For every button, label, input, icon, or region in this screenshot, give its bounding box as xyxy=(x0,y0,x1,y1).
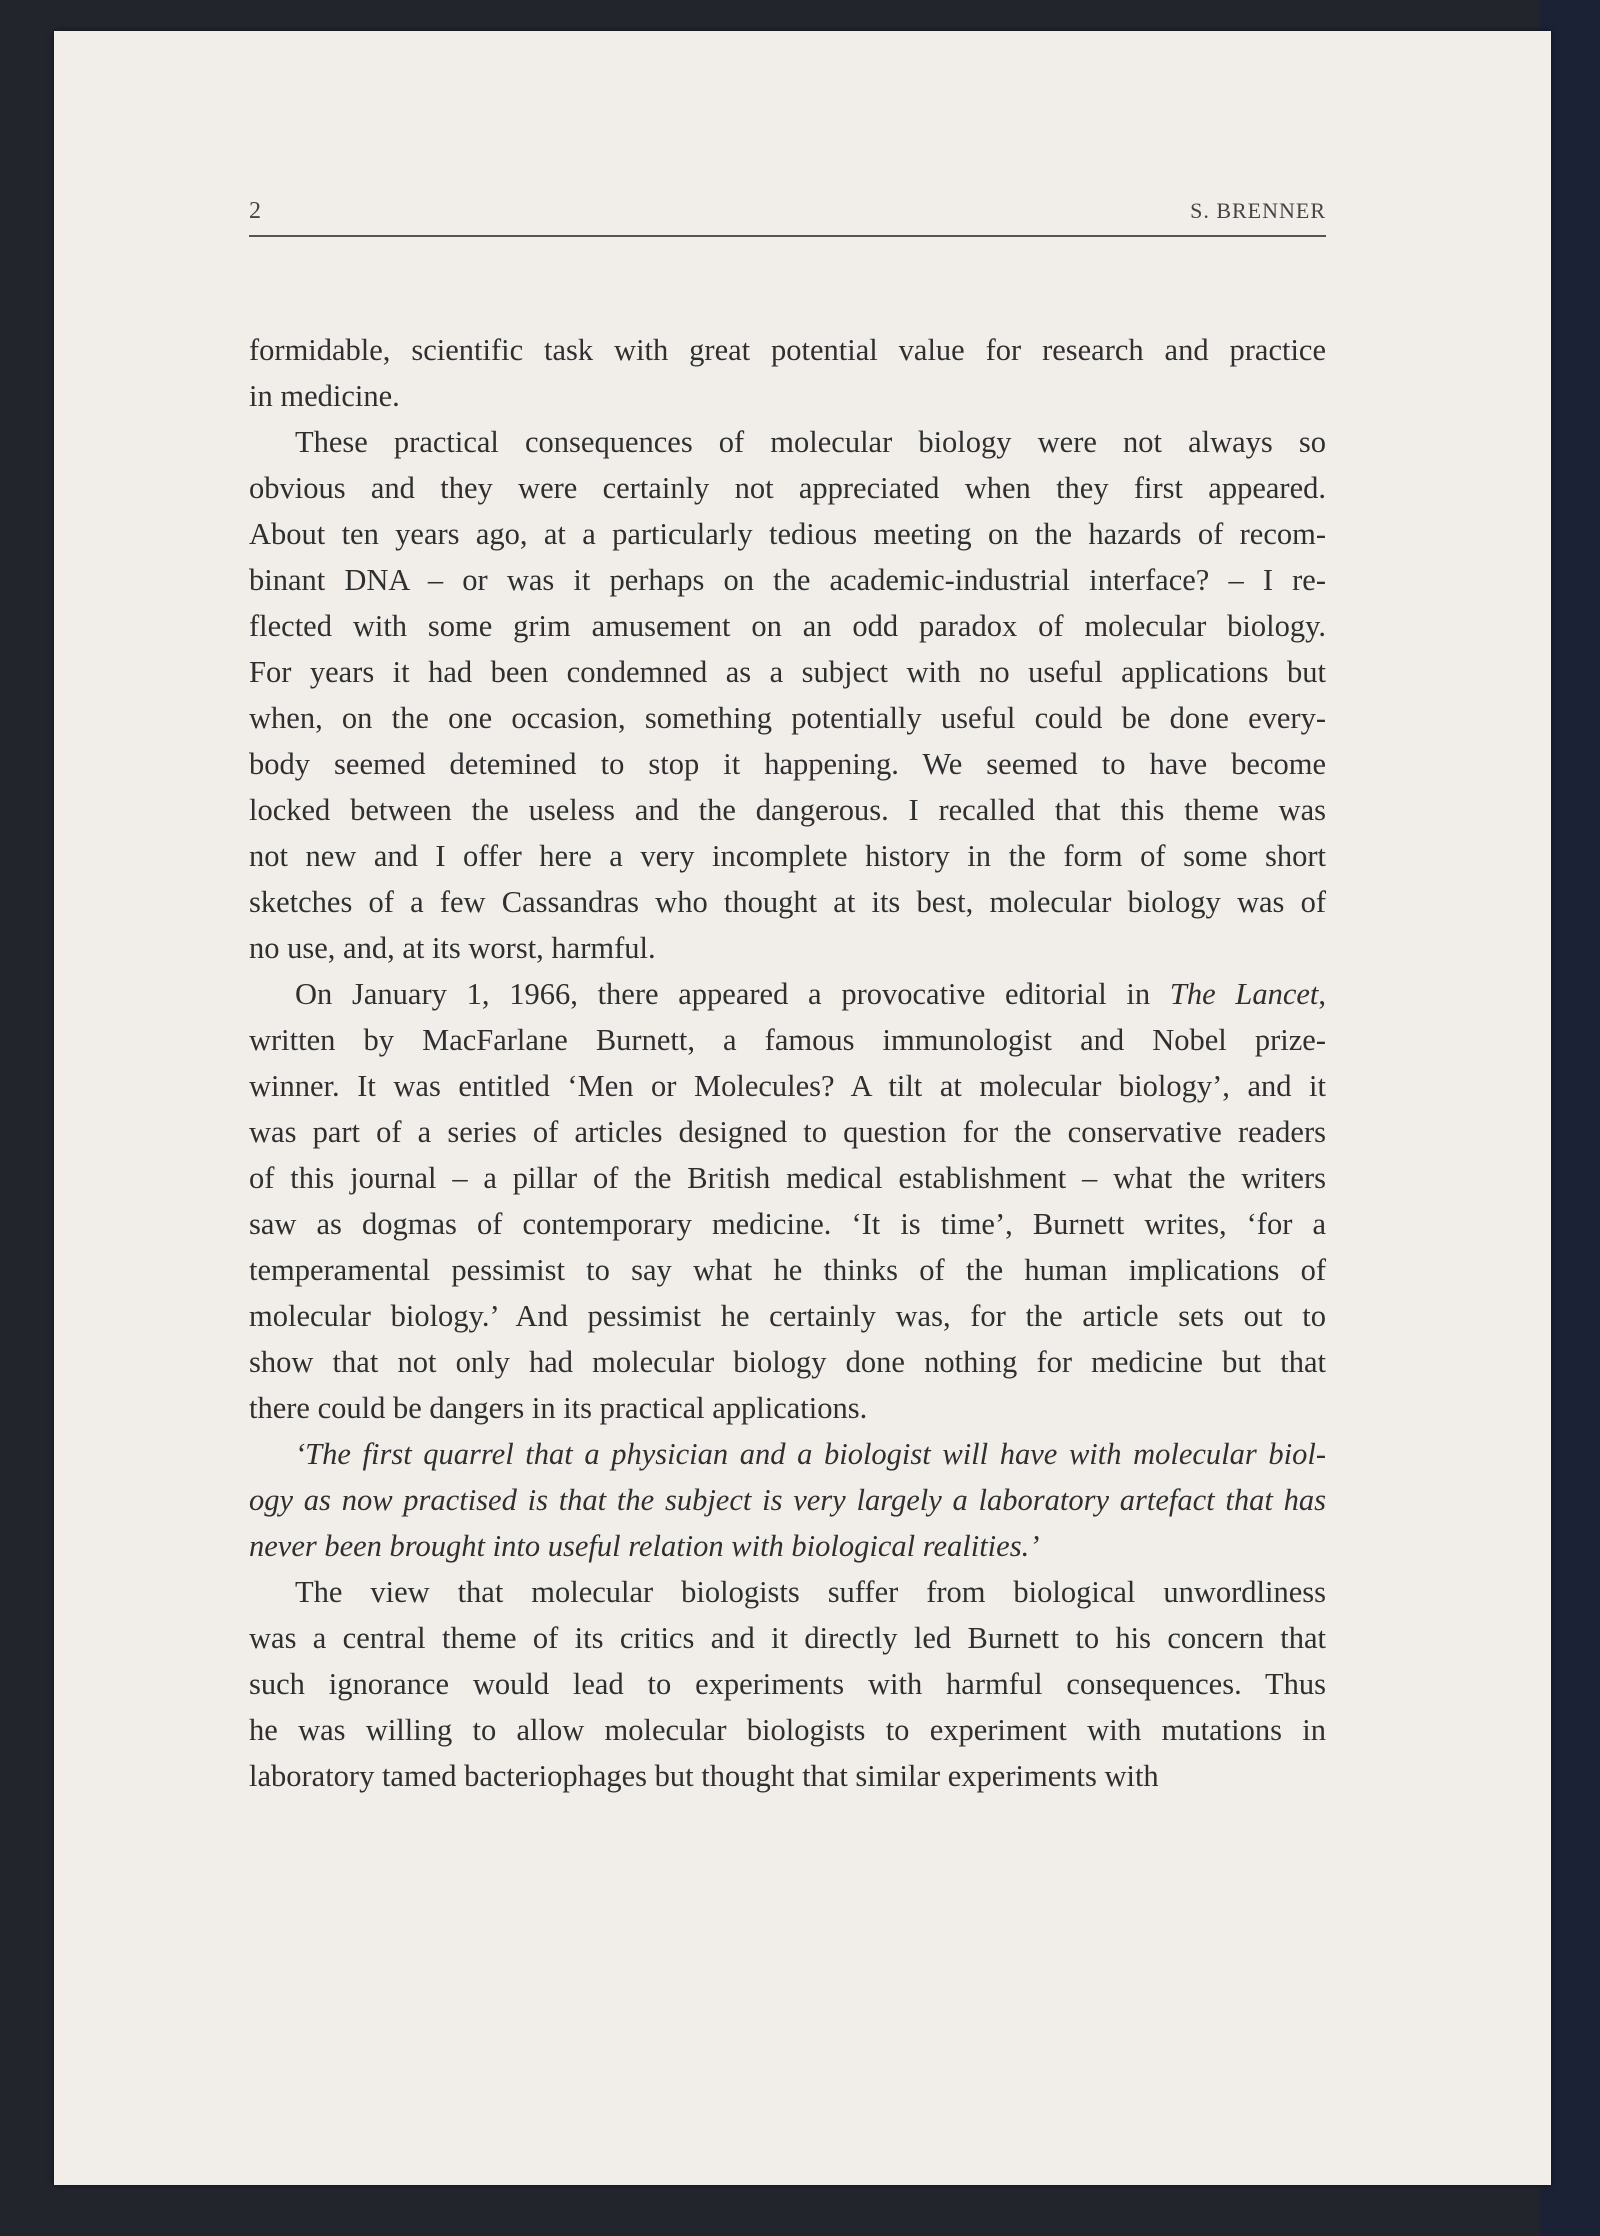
text-line: saw as dogmas of contemporary medicine. ‘It is time’, Burnett writes, ‘for a xyxy=(249,1207,1326,1241)
journal-title: The Lancet xyxy=(1169,977,1319,1011)
text-line: The view that molecular biologists suffer from biological unwordliness xyxy=(295,1575,1326,1609)
paragraph xyxy=(249,419,1326,971)
text-line: obvious and they were certainly not appreciated when they first appeared. xyxy=(249,471,1326,505)
text-line: About ten years ago, at a particularly tedious meeting on the hazards of recom- xyxy=(249,517,1326,551)
page-header xyxy=(249,198,1326,228)
text-line: flected with some grim amusement on an odd paradox of molecular biology. xyxy=(249,609,1326,643)
text-line: These practical consequences of molecular biology were not always so xyxy=(295,425,1326,459)
text-line: ‘The first quarrel that a physician and a biologist will have with molecular biol- xyxy=(295,1437,1326,1471)
text-line: ogy as now practised is that the subject is very largely a laboratory artefact that has xyxy=(249,1483,1326,1517)
block-quote xyxy=(249,1431,1326,1569)
text-line: laboratory tamed bacteriophages but thought that similar experiments with xyxy=(249,1759,1159,1793)
text-line: written by MacFarlane Burnett, a famous immunologist and Nobel prize- xyxy=(249,1023,1326,1057)
text-line: body seemed detemined to stop it happening. We seemed to have become xyxy=(249,747,1326,781)
page-number: 2 xyxy=(249,198,261,224)
text-line: when, on the one occasion, something potentially useful could be done every- xyxy=(249,701,1326,735)
text-line: was a central theme of its critics and it directly led Burnett to his concern that xyxy=(249,1621,1326,1655)
text-line: binant DNA – or was it perhaps on the academic-industrial interface? – I re- xyxy=(249,563,1326,597)
running-head: S. BRENNER xyxy=(1190,198,1326,223)
text-line: he was willing to allow molecular biologists to experiment with mutations in xyxy=(249,1713,1326,1747)
text-line: in medicine. xyxy=(249,379,400,413)
text-line: On January 1, 1966, there appeared a provocative editorial in The Lancet, xyxy=(295,977,1326,1011)
body-text xyxy=(249,327,1326,1799)
paragraph xyxy=(249,971,1326,1431)
text-line: For years it had been condemned as a subject with no useful applications but xyxy=(249,655,1326,689)
text-line: winner. It was entitled ‘Men or Molecules? A tilt at molecular biology’, and it xyxy=(249,1069,1326,1103)
text-line: show that not only had molecular biology done nothing for medicine but that xyxy=(249,1345,1326,1379)
text-line: locked between the useless and the dangerous. I recalled that this theme was xyxy=(249,793,1326,827)
text-line: not new and I offer here a very incomplete history in the form of some short xyxy=(249,839,1326,873)
text-line: there could be dangers in its practical applications. xyxy=(249,1391,868,1425)
text-line: formidable, scientific task with great potential value for research and practice xyxy=(249,333,1326,367)
text-line: was part of a series of articles designed to question for the conservative readers xyxy=(249,1115,1326,1149)
paragraph xyxy=(249,1569,1326,1799)
text-line: sketches of a few Cassandras who thought at its best, molecular biology was of xyxy=(249,885,1326,919)
text-line: such ignorance would lead to experiments with harmful consequences. Thus xyxy=(249,1667,1326,1701)
header-rule xyxy=(249,235,1326,237)
text-line: never been brought into useful relation with biological realities.’ xyxy=(249,1529,1040,1563)
text-line: of this journal – a pillar of the British medical establishment – what the writers xyxy=(249,1161,1326,1195)
text-line: no use, and, at its worst, harmful. xyxy=(249,931,656,965)
text-line: molecular biology.’ And pessimist he certainly was, for the article sets out to xyxy=(249,1299,1326,1333)
paragraph xyxy=(249,327,1326,419)
text-line: temperamental pessimist to say what he thinks of the human implications of xyxy=(249,1253,1326,1287)
